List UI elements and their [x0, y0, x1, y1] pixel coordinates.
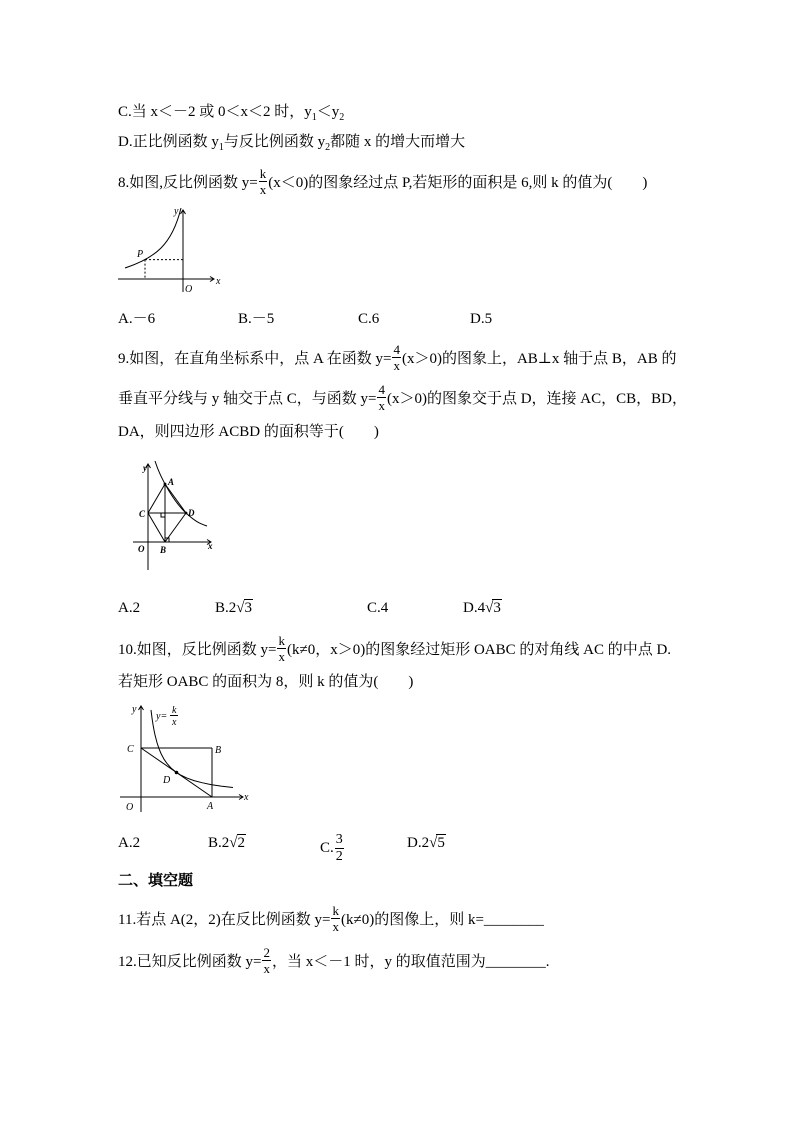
fraction-denominator: x: [259, 182, 267, 197]
point-d: [185, 512, 188, 515]
q10-stem-line-2: 若矩形 OABC 的面积为 8，则 k 的值为( ): [118, 674, 414, 690]
q7-option-c-text-2: ＜y: [316, 104, 340, 120]
q9-option-a: [118, 598, 140, 618]
hyperbola-curve: [125, 208, 181, 268]
q8-option-d: D.5: [470, 311, 493, 327]
option-label: D.: [463, 600, 478, 616]
fraction-numerator: k: [259, 166, 267, 181]
label-c: C: [127, 744, 134, 755]
subscript-1: 1: [218, 142, 224, 153]
option-label: D.: [407, 835, 422, 851]
fraction-numerator: 2: [263, 945, 270, 960]
fraction-denominator: x: [278, 649, 285, 664]
fraction: [377, 383, 386, 412]
radicand: 2: [237, 835, 245, 851]
curve-label-prefix: y=: [156, 711, 168, 722]
q7-option-c-text: C.当 x＜－2 或 0＜x＜2 时，y: [118, 104, 312, 120]
q9-figure: [125, 458, 220, 576]
q9-stem-line-3: DA，则四边形 ACBD 的面积等于( ): [118, 424, 379, 440]
fraction: [392, 343, 401, 372]
q9-stem-line-2: [118, 382, 687, 414]
sqrt-expression: [229, 835, 246, 851]
option-label: A.: [118, 600, 133, 616]
fraction-denominator: x: [332, 919, 339, 934]
option-value: 4: [380, 600, 389, 616]
q10-stem-pre: 10.如图，反比例函数 y=: [118, 641, 277, 658]
q8-figure: [110, 200, 230, 300]
label-origin: O: [126, 802, 134, 813]
q8-stem-post: (x＜0)的图象经过点 P,若矩形的面积是 6,则 k 的值为( ): [268, 174, 648, 191]
subscript-2: 2: [325, 142, 331, 153]
sqrt-coefficient: 2: [221, 835, 230, 851]
radicand: 5: [437, 835, 445, 851]
q7-option-d-text: D.正比例函数 y: [118, 134, 219, 150]
q7-option-d-text-2: 与反比例函数 y: [223, 134, 326, 150]
fraction-numerator: k: [278, 633, 285, 648]
q8-options: [0, 309, 794, 331]
fraction: [262, 946, 271, 975]
fraction-numerator: 4: [378, 382, 385, 397]
point-d: [175, 771, 179, 775]
label-x: x: [208, 541, 213, 551]
q9-option-b: [215, 598, 253, 618]
fraction-numerator: 4: [393, 342, 400, 357]
segment-da: [165, 484, 186, 513]
option-value: 2: [132, 835, 141, 851]
label-y: y: [143, 463, 147, 473]
label-a: A: [207, 801, 214, 812]
right-angle-mark: [161, 513, 165, 517]
subscript-1: 1: [311, 112, 317, 123]
hyperbola-curve: [155, 461, 207, 526]
q10-stem-post: (k≠0，x＞0)的图象经过矩形 OABC 的对角线 AC 的中点 D.: [286, 641, 672, 658]
label-b: B: [215, 745, 222, 756]
sqrt-coefficient: 2: [421, 835, 430, 851]
fraction-numerator: 3: [335, 832, 343, 847]
option-value: 2: [132, 600, 141, 616]
radical-sign: √: [229, 835, 238, 851]
label-d: D: [188, 508, 195, 518]
subscript-2: 2: [339, 112, 345, 123]
q11-stem-pre: 11.若点 A(2，2)在反比例函数 y=: [118, 911, 331, 928]
radical-sign: √: [429, 835, 438, 851]
label-origin: O: [185, 284, 193, 295]
option-label: B.: [208, 835, 222, 851]
q9-stem-line-1: [118, 342, 677, 374]
q8-option-c: C.6: [358, 311, 380, 327]
option-label: A.: [118, 835, 133, 851]
q9-option-d: [463, 598, 502, 618]
label-origin: O: [138, 544, 145, 554]
q11-stem-post: (k≠0)的图像上，则 k=________: [340, 911, 544, 928]
sqrt-coefficient: 2: [228, 600, 237, 616]
sqrt-expression: [485, 600, 502, 616]
q8-stem-pre: 8.如图,反比例函数 y=: [118, 174, 258, 191]
q9-options: [0, 598, 794, 620]
fraction: [335, 833, 344, 864]
q9-option-c: [367, 598, 388, 618]
radical-sign: √: [236, 600, 245, 616]
fraction-denominator: 2: [335, 849, 343, 864]
q7-option-d-text-3: 都随 x 的增大而增大: [330, 134, 466, 150]
q12-stem-post: ，当 x＜－1 时，y 的取值范围为________.: [271, 953, 550, 970]
label-x: x: [216, 276, 221, 287]
label-a: A: [168, 477, 175, 487]
label-d: D: [163, 775, 171, 786]
label-y: y: [132, 704, 137, 715]
sqrt-expression: [236, 600, 253, 616]
q8-option-a: A.－6: [118, 311, 156, 327]
label-x: x: [244, 792, 249, 803]
fraction-denominator: x: [393, 358, 400, 373]
q10-figure: [112, 702, 252, 814]
fraction-denominator: x: [263, 961, 270, 976]
label-c: C: [139, 509, 146, 519]
curve-label-numerator: k: [172, 705, 177, 716]
radicand: 3: [493, 600, 501, 616]
fraction: [277, 634, 286, 663]
radicand: 3: [244, 600, 252, 616]
sqrt-coefficient: 4: [477, 600, 486, 616]
section-heading-fill-in: 二、填空题: [118, 871, 194, 889]
q9-stem-pre-2: 垂直平分线与 y 轴交于点 C，与函数 y=: [118, 390, 377, 407]
q12-stem: [118, 945, 550, 977]
q7-option-c: [118, 102, 344, 122]
curve-label-denominator: x: [172, 717, 177, 728]
q7-option-d: [118, 132, 465, 152]
q11-stem: [118, 903, 544, 935]
fraction-denominator: x: [378, 398, 385, 413]
sqrt-expression: [429, 835, 446, 851]
q9-stem-post: (x＞0)的图象上，AB⊥x 轴于点 B，AB 的: [401, 350, 677, 367]
q9-stem-pre: 9.如图，在直角坐标系中，点 A 在函数 y=: [118, 350, 392, 367]
q10-option-d: [407, 833, 446, 853]
option-label: B.: [215, 600, 229, 616]
point-a: [164, 483, 167, 486]
q8-stem: [118, 166, 648, 198]
label-p: P: [137, 249, 144, 260]
q10-stem-line-1: [118, 633, 672, 665]
q12-stem-pre: 12.已知反比例函数 y=: [118, 953, 262, 970]
q10-options: [0, 832, 794, 864]
q10-option-c: [320, 833, 345, 864]
radical-sign: √: [485, 600, 494, 616]
label-y: y: [174, 206, 179, 217]
segment-ac: [148, 484, 165, 513]
label-b: B: [160, 545, 167, 555]
fraction-numerator: k: [332, 903, 339, 918]
option-label: C.: [320, 839, 334, 856]
q10-option-b: [208, 833, 246, 853]
q9-stem-post-2: (x＞0)的图象交于点 D，连接 AC，CB，BD，: [386, 390, 687, 407]
fraction: [259, 167, 268, 196]
option-label: C.: [367, 600, 381, 616]
q8-option-b: B.－5: [238, 311, 275, 327]
q10-option-a: [118, 833, 140, 853]
fraction: [331, 904, 340, 933]
